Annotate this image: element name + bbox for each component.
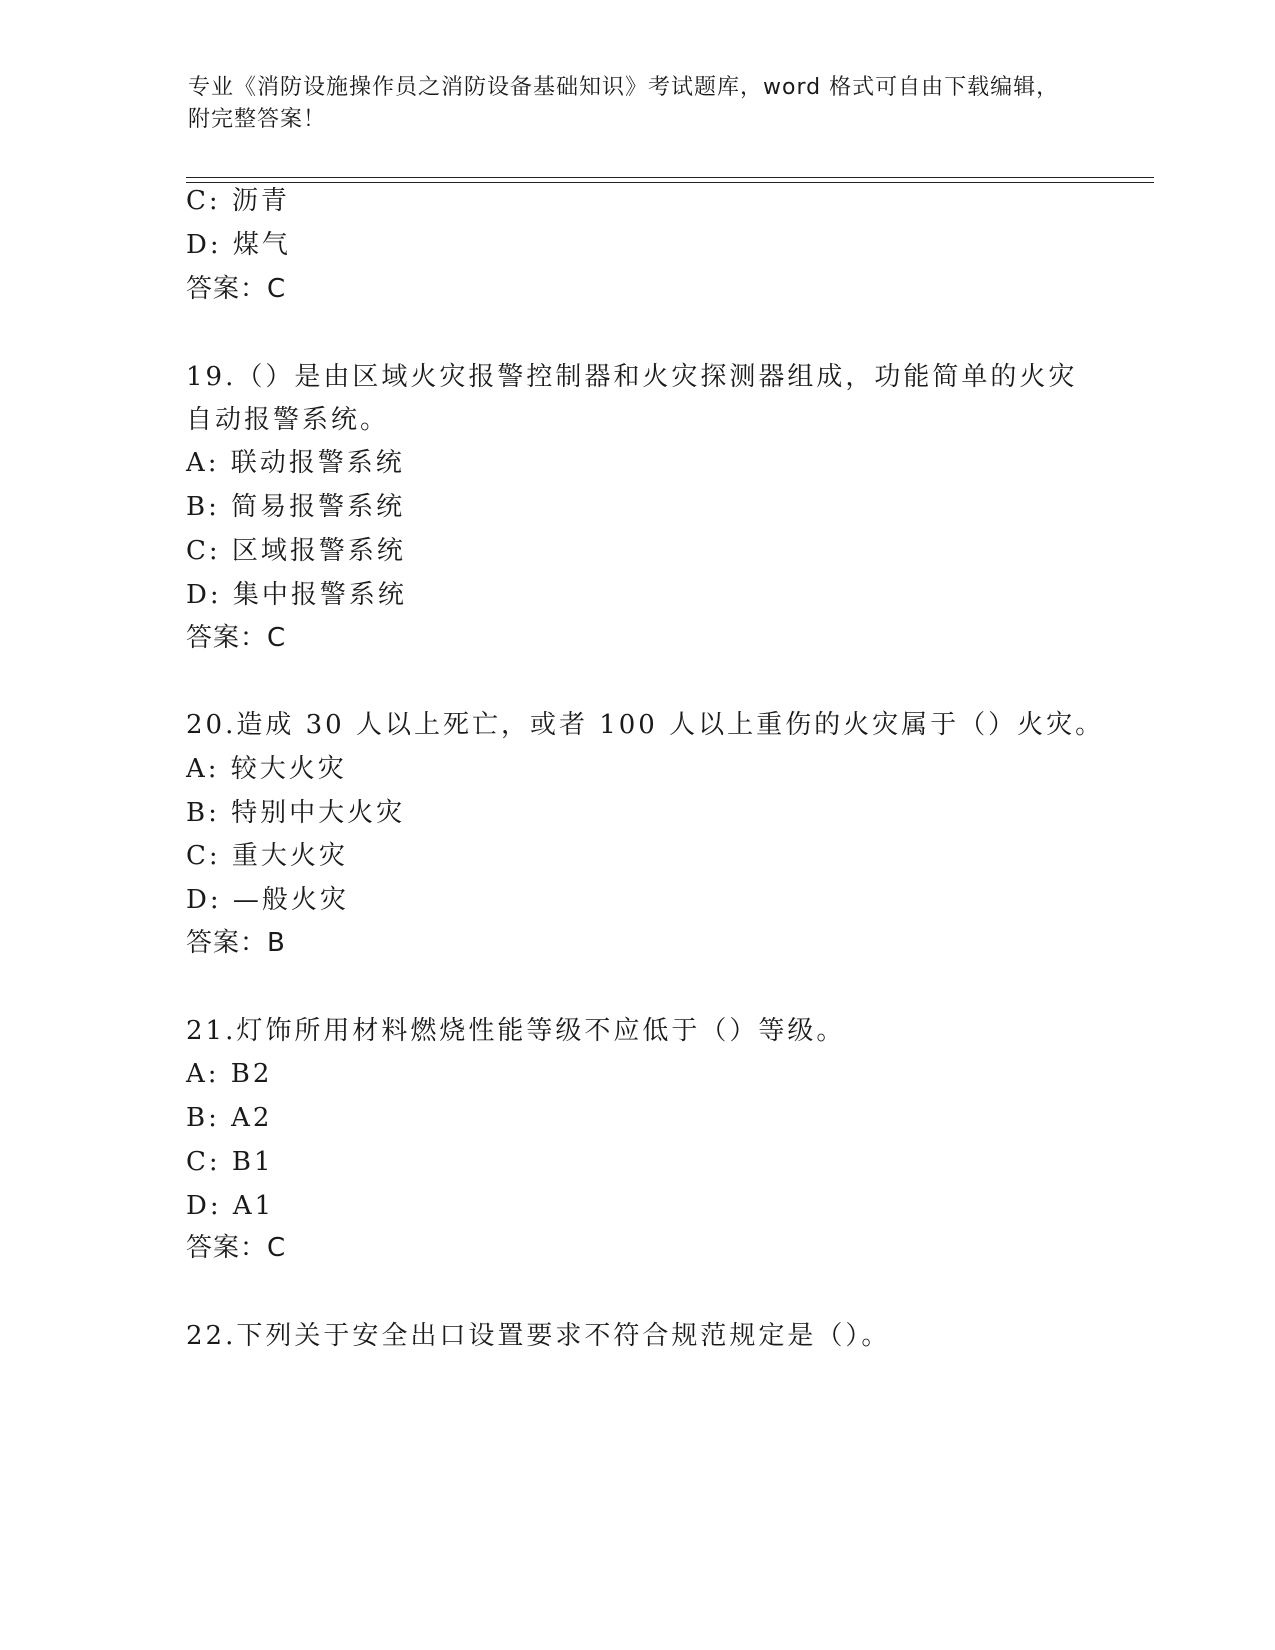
q21-stem-line1: 21.灯饰所用材料燃烧性能等级不应低于（）等级。 <box>186 1016 846 1046</box>
q19-stem-line1: 19.（）是由区域火灾报警控制器和火灾探测器组成，功能简单的火灾 <box>186 362 1078 392</box>
q19-option-a: A: 联动报警系统 <box>186 448 405 478</box>
q19-answer: 答案：C <box>186 623 287 653</box>
document-header: 专业《消防设施操作员之消防设备基础知识》考试题库，word 格式可自由下载编辑，附完整答案！ <box>188 75 1060 132</box>
q20-stem-line1: 20.造成 30 人以上死亡，或者 100 人以上重伤的火灾属于（）火灾。 <box>186 710 1105 740</box>
q20-answer: 答案：B <box>186 928 286 958</box>
prev-answer: 答案：C <box>186 274 287 304</box>
q21-option-d: D: A1 <box>186 1191 275 1221</box>
q19-option-d: D: 集中报警系统 <box>186 580 407 610</box>
q19-option-c: C: 区域报警系统 <box>186 536 406 566</box>
q20-option-b: B: 特别中大火灾 <box>186 798 406 828</box>
header-rule-bottom <box>186 182 1154 183</box>
q21-option-b: B: A2 <box>186 1103 273 1133</box>
q22-stem-line1: 22.下列关于安全出口设置要求不符合规范规定是（）。 <box>186 1321 891 1351</box>
q20-option-d: D: —般火灾 <box>186 885 349 915</box>
header-rule-top <box>186 177 1154 178</box>
q19-option-b: B: 简易报警系统 <box>186 492 406 522</box>
q21-option-a: A: B2 <box>186 1059 273 1089</box>
prev-option-d: D: 煤气 <box>186 230 291 260</box>
q21-option-c: C: B1 <box>186 1147 274 1177</box>
q21-answer: 答案：C <box>186 1233 287 1263</box>
prev-option-c: C: 沥青 <box>186 186 290 216</box>
q19-stem-line2: 自动报警系统。 <box>186 405 390 435</box>
q20-option-a: A: 较大火灾 <box>186 754 347 784</box>
q20-option-c: C: 重大火灾 <box>186 841 348 871</box>
